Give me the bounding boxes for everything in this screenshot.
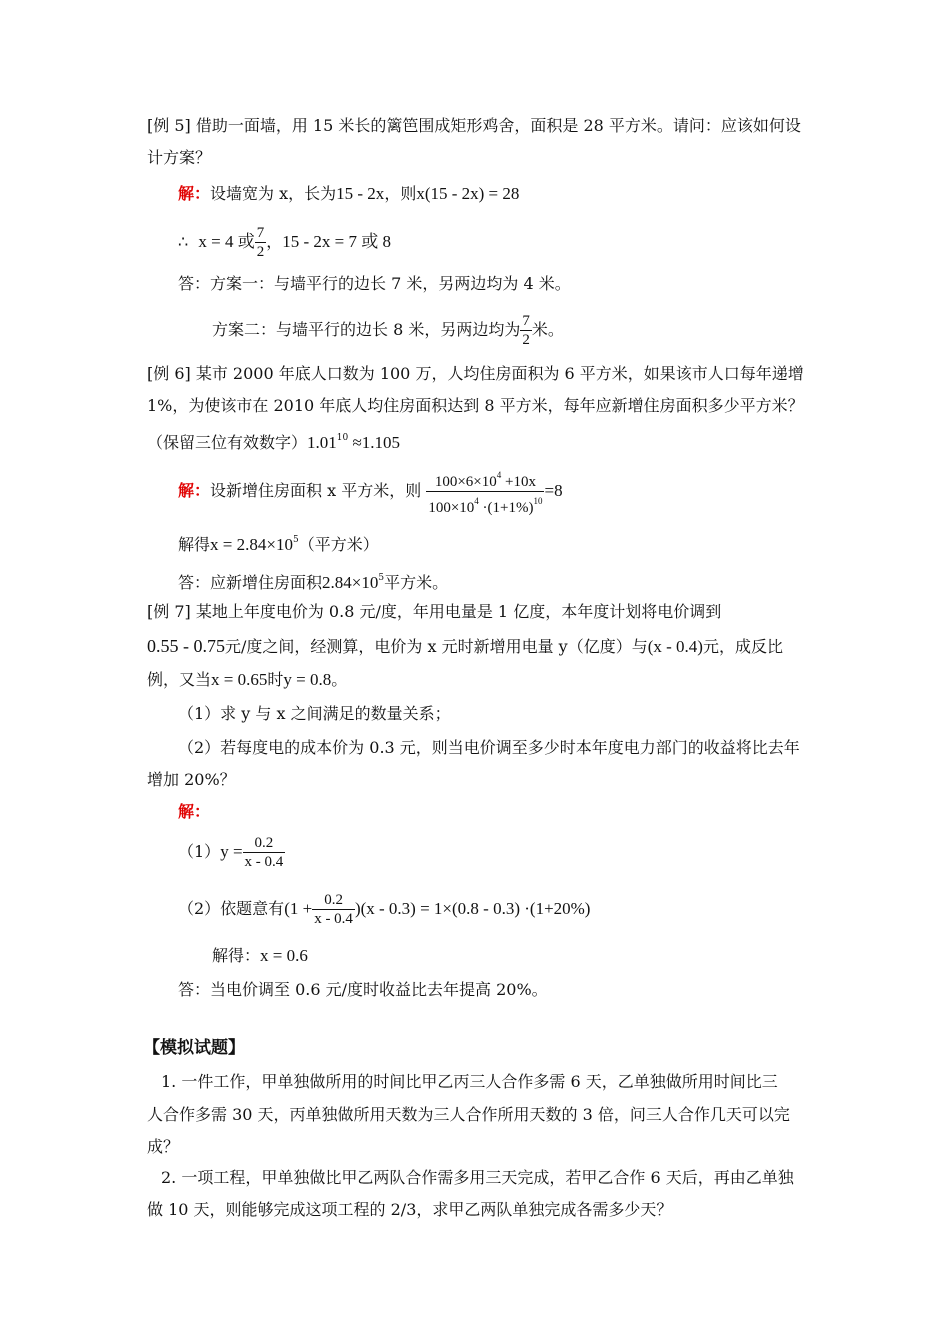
ex5-fraction [255,224,267,261]
ex7-a2-pre: (1 + [284,899,313,918]
frac-denominator: 2 [522,332,530,348]
den-part-b: ·(1+1%) [478,500,534,516]
ex6-answer [178,566,448,595]
ex6-solve-math: x = 2.84×10 [210,535,293,554]
ex5-ans2-post: 米。 [531,320,564,339]
ex5-sol-text: 设墙宽为 x，长为 [210,184,337,203]
ex7-a2-fraction [312,891,355,928]
num-exponent: 4 [496,470,502,480]
problem1-line2: 人合作多需 30 天，丙单独做所用天数为三人合作所用天数的 3 倍，问三人合作几天可以完 [147,1105,790,1124]
ex7-line3-post: 。 [331,670,348,689]
ex7-solution-label [178,800,210,824]
frac-denominator [426,492,544,517]
ex5-solution [178,182,519,206]
ex7-solve [212,944,308,968]
frac-denominator: 2 [256,244,265,260]
therefore-symbol: ∴ [178,232,189,251]
ex5-expr-length: 15 - 2x [336,184,385,203]
num-part-b: +10x [501,474,536,490]
frac-numerator: 7 [256,225,265,241]
ex7-y-value: y = 0.8 [283,670,332,689]
ex5-x-values: x = 4 或 [198,232,255,251]
ex5-line2: 计方案？ [147,148,212,167]
ex6-solve-pre: 解得 [178,535,211,554]
ex6-solve-exp: 5 [292,535,299,545]
ex7-answer2 [178,889,590,929]
ex7-question2-line1: （2）若每度电的成本价为 0.3 元，则当电价调至多少时本年度电力部门的收益将比去年 [178,738,800,757]
frac-denominator: x - 0.4 [244,854,284,870]
ex6-line2: 1%，为使该市在 2010 年底人均住房面积达到 8 平方米，每年应新增住房面积多少平方米？ [147,396,804,415]
ex5-ans2-fraction [520,312,532,349]
ex6-solve [178,528,379,557]
ex6-base: 1.01 [307,433,337,452]
ex7-line2-post: 元，成反比 [702,637,783,656]
ex6-ans-pre: 答：应新增住房面积 [178,573,323,592]
ex7-line2-text: 元/度之间，经测算，电价为 x 元时新增用电量 y（亿度）与 [225,637,648,656]
ex6-exponent: 10 [336,433,349,443]
ex5-comma: ， [266,232,283,251]
ex6-fraction [426,466,544,517]
ex7-question1: （1）求 y 与 x 之间满足的数量关系； [178,704,451,723]
ex7-line1: [例 7] 某地上年度电价为 0.8 元/度，年用电量是 1 亿度，本年度计划将电价调到 [147,602,722,621]
solution-label: 解： [178,184,211,203]
ex7-question2-line2: 增加 20%？ [147,770,236,789]
ex7-x-value: x = 0.65 [211,670,268,689]
problem2-line1: 2. 一项工程，甲单独做比甲乙两队合作需多用三天完成，若甲乙合作 6 天后，再由乙单独 [161,1168,794,1187]
den-part-a: 100×10 [428,500,475,516]
ex5-answer2 [212,312,564,349]
ex7-expr: (x - 0.4) [647,637,703,656]
solution-label: 解： [178,802,211,821]
frac-numerator [426,466,544,492]
ex7-solve-math: x = 0.6 [260,946,308,965]
ex7-a2-label: （2）依题意有 [178,899,285,918]
frac-numerator: 7 [522,313,530,329]
ex6-equals: =8 [544,481,563,500]
ex6-solution [178,466,563,517]
section-title: 【模拟试题】 [143,1038,245,1058]
ex7-line3-mid: 时 [267,670,284,689]
ex7-a1-label: （1） [178,842,221,861]
ex6-ans-exp: 5 [378,573,385,583]
num-part-a: 100×6×10 [434,474,497,490]
ex6-ans-post: 平方米。 [384,573,449,592]
ex7-line2 [147,634,783,659]
ex7-solve-pre: 解得： [212,946,261,965]
ex7-a2-post: )(x - 0.3) = 1×(0.8 - 0.3) ·(1+20%) [354,899,591,918]
ex5-expr3: 15 - 2x = 7 或 8 [282,232,391,251]
ex7-line3-pre: 例，又当 [147,670,212,689]
ex6-sol-text: 设新增住房面积 x 平方米，则 [210,481,422,500]
ex6-line3 [147,426,400,455]
frac-denominator: x - 0.4 [314,911,353,927]
problem1-line1: 1. 一件工作，甲单独做所用的时间比甲乙丙三人合作多需 6 天，乙单独做所用时间比三 [161,1072,778,1091]
ex7-a1-lhs: y = [220,842,243,861]
ex6-approx: ≈1.105 [348,433,401,452]
ex5-equation: x(15 - 2x) = 28 [416,184,520,203]
solution-label: 解： [178,481,211,500]
ex6-solve-post: （平方米） [298,535,379,554]
ex7-answer1 [178,832,285,872]
problem1-line3: 成？ [147,1137,180,1156]
ex5-ans2-pre: 方案二：与墙平行的边长 8 米，另两边均为 [212,320,521,339]
problem2-line2: 做 10 天，则能够完成这项工程的 2/3，求甲乙两队单独完成各需多少天？ [147,1200,673,1219]
ex5-sol-then: ，则 [384,184,417,203]
frac-numerator: 0.2 [243,834,286,853]
ex5-line1: [例 5] 借助一面墙，用 15 米长的篱笆围成矩形鸡舍，面积是 28 平方米。请问：应该如何设 [147,116,801,135]
ex7-line3 [147,668,347,692]
den-exponent: 4 [474,496,479,506]
ex6-note: （保留三位有效数字） [147,433,308,452]
ex6-ans-math: 2.84×10 [322,573,379,592]
ex7-price-range: 0.55 - 0.75 [147,636,225,656]
ex5-answer1: 答：方案一：与墙平行的边长 7 米，另两边均为 4 米。 [178,274,571,293]
den-exponent-2: 10 [533,496,543,506]
ex7-a1-fraction [243,834,286,871]
ex5-result [178,222,391,262]
frac-numerator: 0.2 [312,891,355,910]
ex7-final-answer: 答：当电价调至 0.6 元/度时收益比去年提高 20%。 [178,980,548,999]
ex6-line1: [例 6] 某市 2000 年底人口数为 100 万，人均住房面积为 6 平方米，如果该市人口每年递增 [147,364,804,383]
